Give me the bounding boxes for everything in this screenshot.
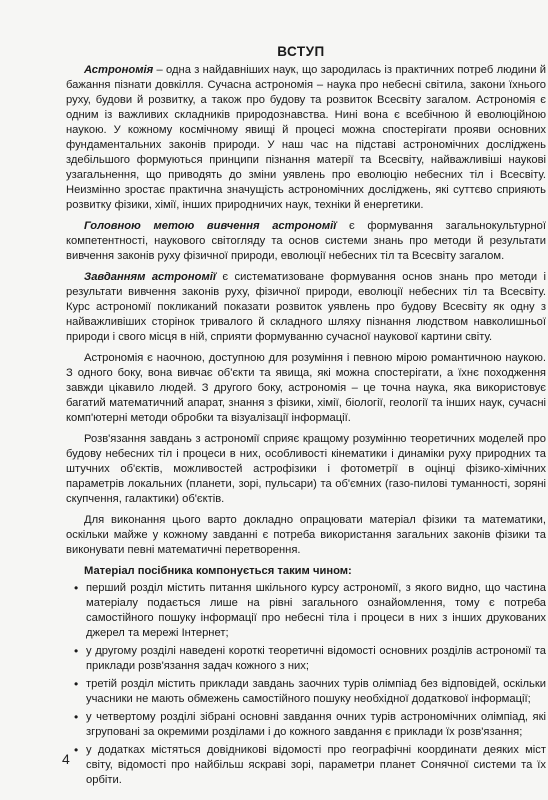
paragraph-problem-solving: Розв'язання завдань з астрономії сприяє кращому розумінню теоретичних моделей про будову небесних тіл і процеси в них, особливості кінематики і динаміки руху природних та штучних об'єктів, можливостей астрофізики і фотометрії в оцінці фізико-хімічних параметрів локальних (планети, зорі, пульсари) та об'ємних (газо-пилові туманності, зоряні скупчення, галактики) об'єктів. xyxy=(66,433,546,505)
contents-list xyxy=(66,581,546,788)
paragraph-visual-science: Астрономія є наочною, доступною для розуміння і певною мірою романтичною наукою. З одного боку, вона вивчає об'єкти та явища, які можна спостерігати, а їхнє походження завжди цікавило людей. З другого боку, астрономія – це точна наука, яка використовує багатий математичний апарат, знання з фізики, хімії, біології, геології та інших наук, сучасні комп'ютерні методи обробки та візуалізації інформації. xyxy=(66,352,546,424)
bullet-icon: • xyxy=(74,644,79,658)
list-item: • третій розділ містить приклади завдань заочних турів олімпіад без відповідей, оскільки учасники не мають обмежень самостійного пошуку необхідної додаткової інформації; xyxy=(74,677,546,705)
term-astronomy: Астрономія xyxy=(84,64,154,76)
term-main-goal: Головною метою вивчення астрономії xyxy=(84,220,337,232)
term-task: Завданням астрономії xyxy=(84,271,216,283)
list-item: • у додатках містяться довідникові відомості про географічні координати деяких міст світу, відомості про найбільш яскраві зорі, параметри планет Сонячної системи та їх орбіти. xyxy=(74,743,546,786)
paragraph-text: є формування загальнокультурної компетентності, наукового світогляду та основ системи знань про методи й результати вивчення законів руху фізичної природи, еволюції небесних тіл та Всесвіту загалом. xyxy=(66,220,546,262)
paragraph-task xyxy=(66,270,546,345)
list-item: • перший розділ містить питання шкільного курсу астрономії, з якого видно, що частина матеріалу подається лише на рівні загального ознайомлення, тому є потреба самостійного пошуку інформації про небесні тіла і процеси в них з інших друкованих джерел та мережі Інтернет; xyxy=(74,581,546,639)
list-item: • у четвертому розділі зібрані основні завдання очних турів астрономічних олімпіад, які згруповані за окремими розділами і до кожного завдання є приклади їх розв'язання; xyxy=(74,710,546,738)
bullet-icon: • xyxy=(74,581,79,595)
bullet-icon: • xyxy=(74,677,79,691)
bullet-icon: • xyxy=(74,743,79,757)
page-number: 4 xyxy=(62,751,70,767)
paragraph-text: є систематизоване формування основ знань про методи і результати вивчення законів руху, фізичної природи, еволюції небесних тіл та Всесвіту. Курс астрономії покликаний показати розвиток уявлень про будову Всесвіту як одну з найважливіших сторінок тривалого й складного шляху пізнання людством навколишньої природи і свого місця в ній, сприяти формуванню сучасної наукової картини світу. xyxy=(66,271,546,343)
list-heading: Матеріал посібника компонується таким чином: xyxy=(84,565,352,577)
paragraph-requirements: Для виконання цього варто докладно опрацювати матеріал фізики та математики, оскільки майже у кожному завданні є потреба використання загальних законів фізики та виконувати певні математичні перетворення. xyxy=(66,514,546,556)
paragraph-main-goal xyxy=(66,219,546,264)
list-item: • у другому розділі наведені короткі теоретичні відомості основних розділів астрономії та приклади розв'язання задач кожного з них; xyxy=(74,644,546,672)
bullet-icon: • xyxy=(74,710,79,724)
paragraph-text: – одна з найдавніших наук, що зародилась із практичних потреб людини й бажання пізнати довкілля. Сучасна астрономія – наука про небесні світила, закони їхнього руху, будови й розвитку, а також про будову та розвиток Всесвіту загалом. Астрономія є одним із важливих складників природознавства. Нині вона є всебічною й еволюційною наукою. У кожному космічному явищі й процесі можна спостерігати прояви основних фундаментальних законів природи. У наш час на підставі астрономічних досліджень здебільшого формуються принципи пізнання матерії та Всесвіту, найважливіші наукові узагальнення, що приводять до зміни уявлень про еволюцію небесних тіл і Всесвіту. Неизмінно зростає практична значущість астрономічних досліджень, які суттєво сприяють розвитку фізики, хімії, інших природничих наук, техніки й енергетики. xyxy=(66,64,546,211)
page-content xyxy=(66,44,546,791)
page-title: ВСТУП xyxy=(277,44,325,59)
paragraph-astronomy-definition xyxy=(66,63,546,213)
